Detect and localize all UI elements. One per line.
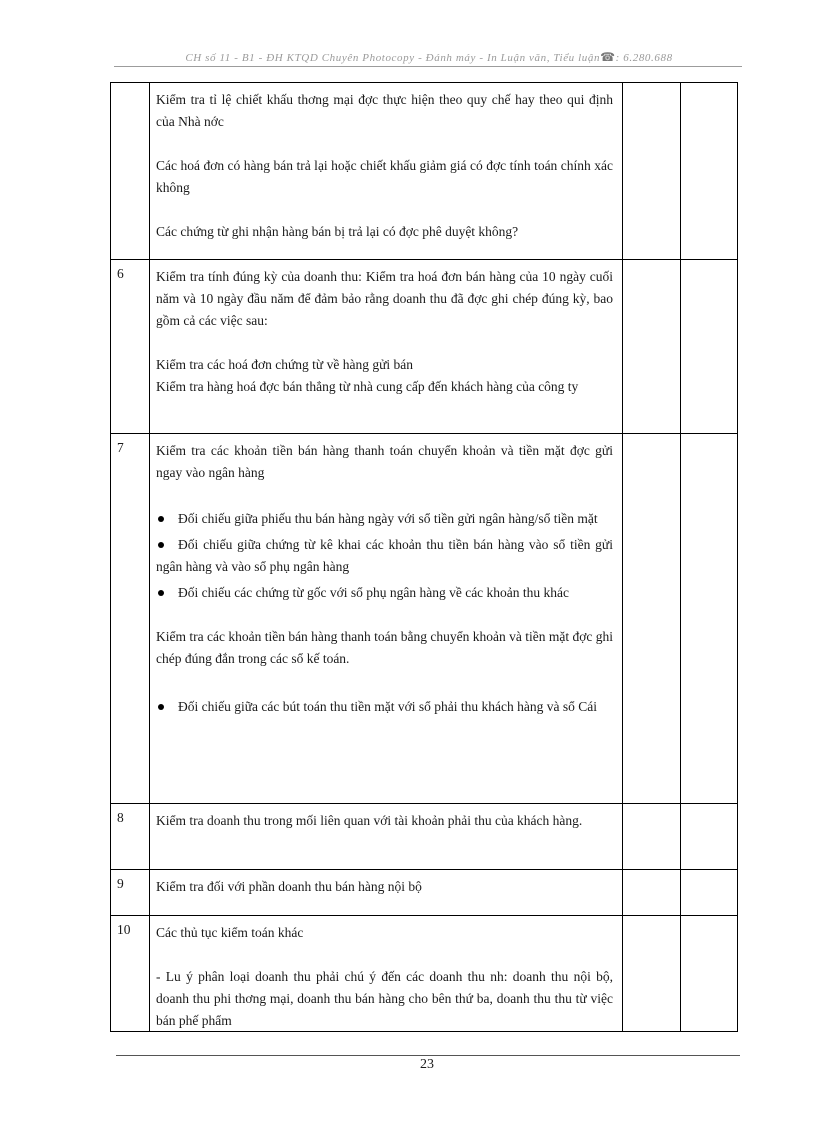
bullet-item bbox=[156, 534, 613, 578]
row-description bbox=[150, 83, 623, 259]
paragraph: Kiểm tra tính đúng kỳ của doanh thu: Kiểm tra hoá đơn bán hàng của 10 ngày cuối năm và 10 ngày đầu năm để đảm bảo rằng doanh thu đã đợc ghi chép đúng kỳ, bao gồm cả các việc sau: bbox=[156, 269, 613, 328]
table-row bbox=[110, 434, 738, 804]
bullet-icon bbox=[158, 516, 164, 522]
note-column-cell bbox=[681, 434, 737, 803]
bullet-text: Đối chiếu các chứng từ gốc với sổ phụ ngân hàng về các khoản thu khác bbox=[178, 585, 570, 600]
header-divider bbox=[114, 66, 742, 67]
paragraph: - Lu ý phân loại doanh thu phải chú ý đến các doanh thu nh: doanh thu nội bộ, doanh thu phi thơng mại, doanh thu bán hàng cho bên thứ ba, doanh thu thu từ việc bán phế phẩm bbox=[156, 969, 613, 1028]
row-description bbox=[150, 434, 623, 803]
paragraph: Các thủ tục kiểm toán khác bbox=[156, 925, 304, 940]
check-column-cell bbox=[623, 83, 681, 259]
row-number: 9 bbox=[111, 870, 150, 915]
check-column-cell bbox=[623, 804, 681, 869]
row-description bbox=[150, 870, 623, 915]
bullet-text: Đối chiếu giữa chứng từ kê khai các khoản thu tiền bán hàng vào sổ tiền gửi ngân hàng và vào sổ phụ ngân hàng bbox=[156, 537, 613, 574]
page-number: 23 bbox=[420, 1057, 434, 1072]
row-number: 10 bbox=[111, 916, 150, 1031]
bullet-item bbox=[156, 696, 613, 718]
note-column-cell bbox=[681, 870, 737, 915]
row-number: 8 bbox=[111, 804, 150, 869]
header-phone: : 6.280.688 bbox=[615, 52, 673, 64]
paragraph: Kiểm tra các khoản tiền bán hàng thanh toán bằng chuyển khoản và tiền mặt đợc ghi chép đúng đắn trong các sổ kế toán. bbox=[156, 629, 613, 666]
paragraph: Các chứng từ ghi nhận hàng bán bị trả lại có đợc phê duyệt không? bbox=[156, 224, 519, 239]
paragraph: Kiểm tra các hoá đơn chứng từ về hàng gửi bán bbox=[156, 357, 414, 372]
paragraph: Các hoá đơn có hàng bán trả lại hoặc chiết khấu giảm giá có đợc tính toán chính xác không bbox=[156, 158, 613, 195]
bullet-text: Đối chiếu giữa các bút toán thu tiền mặt với sổ phải thu khách hàng và sổ Cái bbox=[178, 699, 597, 714]
note-column-cell bbox=[681, 916, 737, 1031]
paragraph: Kiểm tra doanh thu trong mối liên quan với tài khoản phải thu của khách hàng. bbox=[156, 813, 583, 828]
row-number bbox=[111, 83, 150, 259]
bullet-item bbox=[156, 582, 613, 604]
table-row bbox=[110, 260, 738, 434]
bullet-icon bbox=[158, 704, 164, 710]
paragraph: Kiểm tra các khoản tiền bán hàng thanh toán chuyển khoản và tiền mặt đợc gửi ngay vào ngân hàng bbox=[156, 443, 613, 480]
table-row bbox=[110, 870, 738, 916]
note-column-cell bbox=[681, 83, 737, 259]
check-column-cell bbox=[623, 260, 681, 433]
check-column-cell bbox=[623, 434, 681, 803]
table-row bbox=[110, 82, 738, 260]
row-number: 6 bbox=[111, 260, 150, 433]
bullet-icon bbox=[158, 542, 164, 548]
row-number: 7 bbox=[111, 434, 150, 803]
table-row bbox=[110, 804, 738, 870]
check-column-cell bbox=[623, 916, 681, 1031]
header-text: CH số 11 - B1 - ĐH KTQD Chuyên Photocopy - Đánh máy - In Luận văn, Tiểu luận bbox=[185, 52, 601, 64]
audit-procedure-table bbox=[110, 82, 738, 1032]
row-description bbox=[150, 804, 623, 869]
check-column-cell bbox=[623, 870, 681, 915]
note-column-cell bbox=[681, 804, 737, 869]
phone-icon: ☎ bbox=[600, 50, 616, 64]
row-description bbox=[150, 916, 623, 1031]
page-header bbox=[118, 50, 740, 65]
bullet-item bbox=[156, 508, 613, 530]
paragraph: Kiểm tra tỉ lệ chiết khấu thơng mại đợc thực hiện theo quy chế hay theo qui định của Nhà nớc bbox=[156, 92, 613, 129]
bullet-icon bbox=[158, 590, 164, 596]
paragraph: Kiểm tra hàng hoá đợc bán thẳng từ nhà cung cấp đến khách hàng của công ty bbox=[156, 379, 579, 394]
row-description bbox=[150, 260, 623, 433]
bullet-text: Đối chiếu giữa phiếu thu bán hàng ngày với sổ tiền gửi ngân hàng/sổ tiền mặt bbox=[178, 511, 598, 526]
note-column-cell bbox=[681, 260, 737, 433]
footer-divider bbox=[116, 1055, 740, 1056]
table-row bbox=[110, 916, 738, 1032]
paragraph: Kiểm tra đối với phần doanh thu bán hàng nội bộ bbox=[156, 879, 422, 894]
